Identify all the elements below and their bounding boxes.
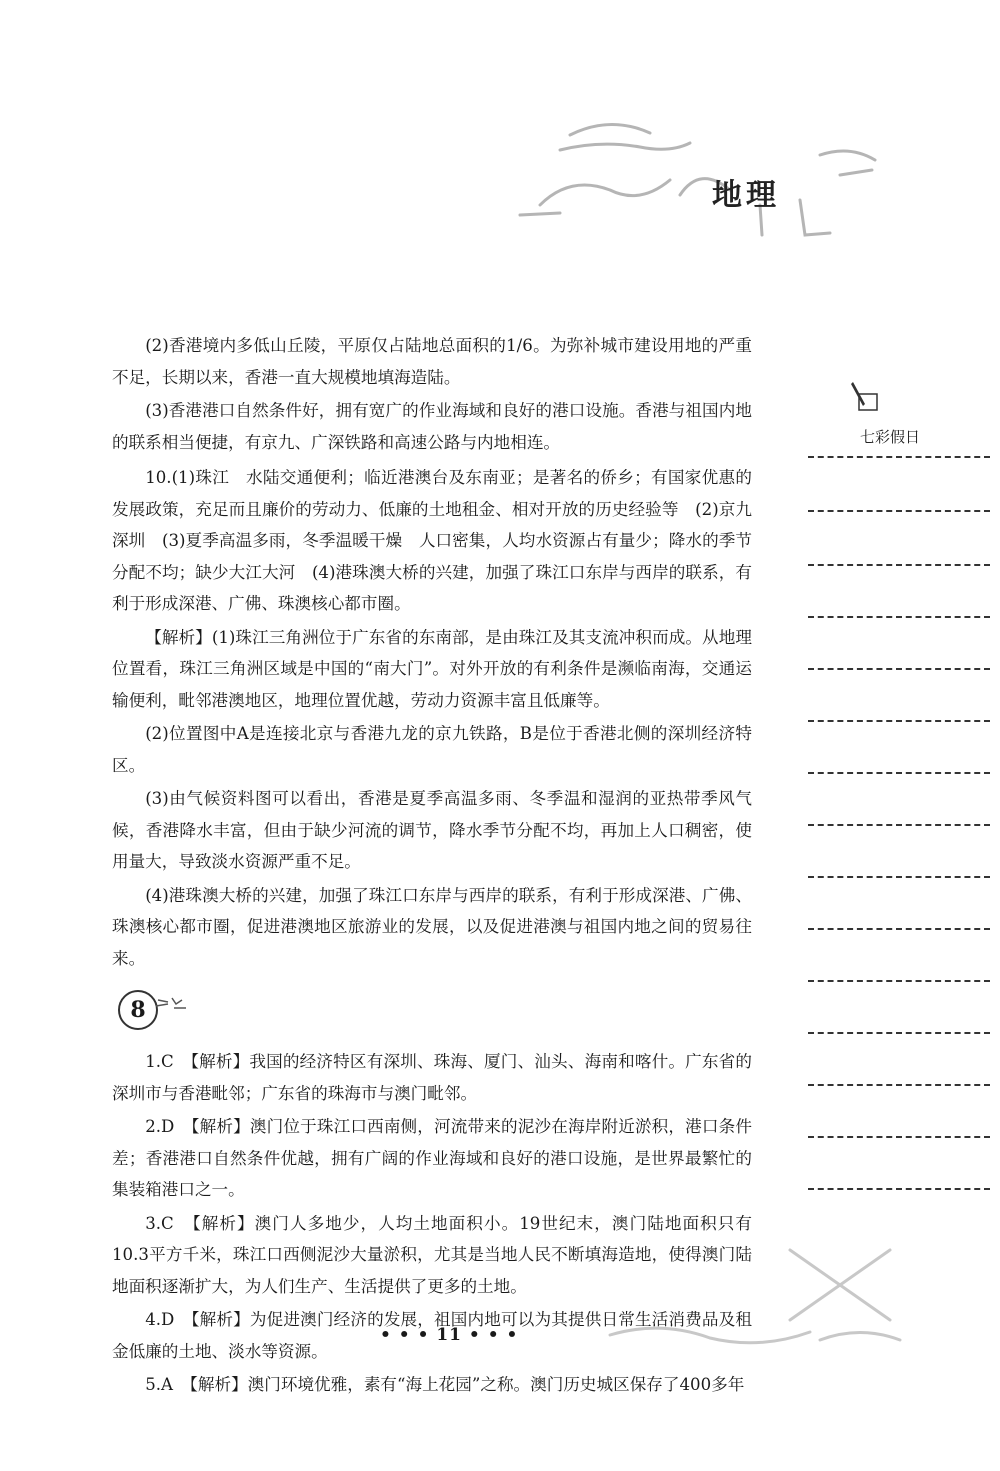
- note-line: [808, 720, 990, 722]
- subject-title: 地理: [712, 178, 780, 213]
- paragraph: 2.D 【解析】澳门位于珠江口西南侧，河流带来的泥沙在海岸附近淤积，港口条件差；香港港口自然条件优越，拥有广阔的作业海域和良好的港口设施，是世界最繁忙的集装箱港口之一。: [112, 1117, 752, 1199]
- section-number: 8: [118, 990, 158, 1030]
- paragraph: (3)香港港口自然条件好，拥有宽广的作业海域和良好的港口设施。香港与祖国内地的联系相当便捷，有京九、广深铁路和高速公路与内地相连。: [112, 401, 752, 452]
- note-line: [808, 824, 990, 826]
- footer-decoration: [600, 1240, 960, 1360]
- section-badge: [118, 990, 160, 1032]
- note-line: [808, 456, 990, 458]
- note-line: [808, 1032, 990, 1034]
- paragraph: 10.(1)珠江 水陆交通便利；临近港澳台及东南亚；是著名的侨乡；有国家优惠的发展政策，充足而且廉价的劳动力、低廉的土地租金、相对开放的历史经验等 (2)京九 深圳 (3)夏季高温多雨，冬季温暖干燥 人口密集，人均水资源占有量少；降水的季节分配不均；缺少大江大河 (4)港珠澳大桥的兴建，加强了珠江口东岸与西岸的联系，有利于形成深港、广佛、珠澳核心都市圈。: [112, 468, 769, 613]
- note-line: [808, 876, 990, 878]
- note-line: [808, 928, 990, 930]
- paragraph: 3.C 【解析】澳门人多地少，人均土地面积小。19世纪末，澳门陆地面积只有10.3平方千米，珠江口西侧泥沙大量淤积，尤其是当地人民不断填海造地，使得澳门陆地面积逐渐扩大，为人们生产、生活提供了更多的土地。: [112, 1213, 752, 1296]
- note-line: [808, 668, 990, 670]
- paragraph: 1.C 【解析】我国的经济特区有深圳、珠海、厦门、汕头、海南和喀什。广东省的深圳市与香港毗邻；广东省的珠海市与澳门毗邻。: [112, 1052, 752, 1103]
- note-line: [808, 772, 990, 774]
- pen-icon: [845, 380, 885, 420]
- paragraph: 5.A 【解析】澳门环境优雅，素有“海上花园”之称。澳门历史城区保存了400多年: [145, 1375, 745, 1394]
- paragraph: (4)港珠澳大桥的兴建，加强了珠江口东岸与西岸的联系，有利于形成深港、广佛、珠澳核心都市圈，促进港澳地区旅游业的发展，以及促进港澳与祖国内地之间的贸易往来。: [112, 885, 752, 968]
- sidebar-label: 七彩假日: [860, 428, 921, 446]
- note-line: [808, 1188, 990, 1190]
- paragraph: (2)香港境内多低山丘陵，平原仅占陆地总面积的1/6。为弥补城市建设用地的严重不足，长期以来，香港一直大规模地填海造陆。: [112, 336, 752, 387]
- paragraph: 4.D 【解析】为促进澳门经济的发展，祖国内地可以为其提供日常生活消费品及租金低廉的土地、淡水等资源。: [112, 1310, 752, 1361]
- note-line: [808, 980, 990, 982]
- note-line: [808, 510, 990, 512]
- paragraph: 【解析】(1)珠江三角洲位于广东省的东南部，是由珠江及其支流冲积而成。从地理位置看，珠江三角洲区域是中国的“南大门”。对外开放的有利条件是濒临南海，交通运输便利，毗邻港澳地区，地理位置优越，劳动力资源丰富且低廉等。: [112, 627, 752, 710]
- note-line: [808, 1136, 990, 1138]
- note-line: [808, 1084, 990, 1086]
- page-number: • • • 11 • • •: [380, 1325, 519, 1345]
- note-line: [808, 564, 990, 566]
- paragraph: (3)由气候资料图可以看出，香港是夏季高温多雨、冬季温和湿润的亚热带季风气候，香港降水丰富，但由于缺少河流的调节，降水季节分配不均，再加上人口稠密，使用量大，导致淡水资源严重不足。: [112, 789, 752, 871]
- sparkle-icon: [154, 994, 188, 1014]
- note-line: [808, 616, 990, 618]
- header-decoration: [500, 95, 880, 245]
- paragraph: (2)位置图中A是连接北京与香港九龙的京九铁路，B是位于香港北侧的深圳经济特区。: [112, 724, 752, 775]
